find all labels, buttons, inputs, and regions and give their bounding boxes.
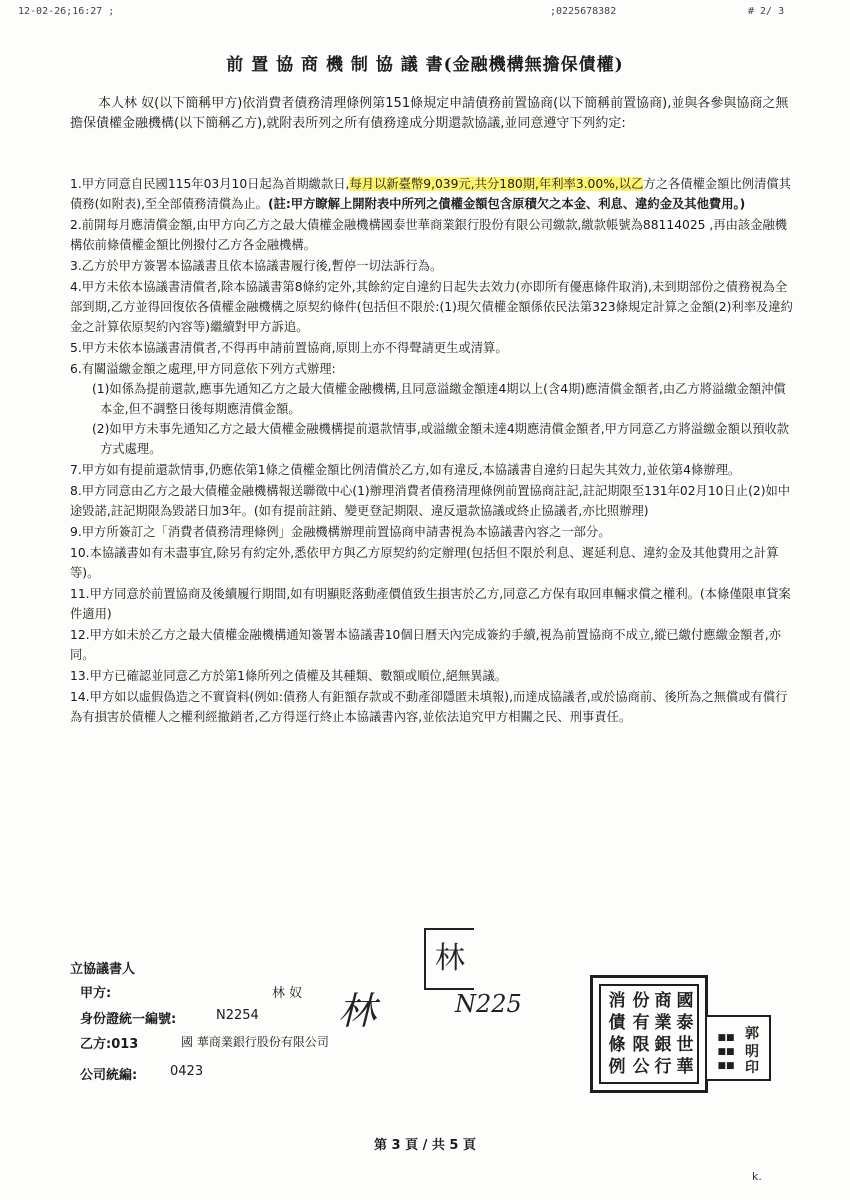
svg-text:印: 印 — [745, 1060, 759, 1076]
clause-number: 8. — [70, 484, 82, 498]
svg-text:行: 行 — [654, 1057, 672, 1077]
clause-number: 5. — [70, 341, 82, 355]
clause-text: 甲方如未於乙方之最大債權金融機構通知簽署本協議書10個日曆天內完成簽約手續,視為前置協商不成立,縱已繳付應繳金額者,亦同。 — [70, 628, 781, 662]
svg-text:限: 限 — [632, 1035, 650, 1055]
svg-text:明: 明 — [745, 1044, 759, 1060]
clause-number: 7. — [70, 463, 82, 477]
clause-text: 前開每月應清償金額,由甲方向乙方之最大債權金融機構國泰世華商業銀行股份有限公司繳款,繳款帳號為88114025 ,再由該金融機構依前條債權金額比例撥付乙方各金融機構。 — [70, 218, 788, 252]
clause-text: 甲方如有提前還款情事,仍應依第1條之債權金額比例清償於乙方,如有違反,本協議書自違約日起失其效力,並依第4條辦理。 — [81, 463, 741, 477]
svg-text:銀: 銀 — [654, 1035, 672, 1055]
highlighted-text: 每月以新臺幣9,039元,共分180期,年利率3.00%,以乙 — [349, 177, 644, 191]
svg-text:商: 商 — [654, 991, 672, 1011]
clause-number: 4. — [70, 280, 82, 294]
clause-number: 6. — [70, 362, 82, 376]
svg-text:華: 華 — [676, 1057, 694, 1077]
fax-datetime: 12-02-26;16:27 ; — [18, 6, 115, 17]
clause-text: 甲方同意於前置協商及後續履行期間,如有明顯貶落動產價值致生損害於乙方,同意乙方保有取回車輛求償之權利。(本條僅限車貸案件適用) — [70, 587, 791, 621]
party-a-name: 林 奴 — [272, 986, 303, 1001]
handwritten-box-char: 林 — [435, 941, 465, 976]
fax-page: # 2/ 3 — [748, 6, 785, 17]
corner-mark: k. — [752, 1170, 762, 1183]
page-number: 第 3 頁 / 共 5 頁 — [374, 1138, 476, 1153]
svg-text:條: 條 — [608, 1035, 626, 1055]
party-b-name: 國 華商業銀行股份有限公司 — [181, 1035, 329, 1049]
svg-text:份: 份 — [632, 991, 650, 1011]
svg-text:債: 債 — [608, 1013, 626, 1033]
clause-number: 1. — [70, 177, 82, 191]
handwritten-box — [424, 928, 474, 990]
clause-text: 甲方未依本協議書清償者,除本協議書第8條約定外,其餘約定自違約日起失去效力(亦即所有優惠條件取消),未到期部份之債務視為全部到期,乙方並得回復依各債權金融機構之原契約條件(包括但不限於:(1)現欠債權金額係依民法第323條規定計算之金額(2)利率及違約金之計算依原契約內容等)繼續對甲方訴追。 — [70, 280, 793, 334]
id-row — [80, 1008, 259, 1027]
company-label: 公司統編: — [80, 1068, 138, 1083]
clause-number: 2. — [70, 218, 82, 232]
clause-14 — [70, 687, 795, 727]
clause-9 — [70, 522, 795, 542]
clause-13 — [70, 666, 795, 686]
clause-7 — [70, 460, 795, 480]
personal-seal-icon — [710, 1020, 766, 1076]
clause-note: (註:甲方瞭解上開附表中所列之債權金額包含原積欠之本金、利息、違約金及其他費用。) — [267, 197, 746, 211]
sub-clause: (2)如甲方未事先通知乙方之最大債權金融機構提前還款情事,或溢繳金額未達4期應清償金額者,甲方同意乙方將溢繳金額以預收款方式處理。 — [92, 422, 790, 456]
clause-text: 甲方同意自民國115年03月10日起為首期繳款日, — [81, 177, 350, 191]
clause-4 — [70, 277, 795, 337]
clause-number: 12. — [70, 628, 90, 642]
bank-seal-icon — [597, 982, 701, 1086]
clause-number: 14. — [70, 690, 90, 704]
fax-header — [18, 6, 832, 22]
clause-6 — [70, 359, 795, 459]
clause-number: 9. — [70, 525, 82, 539]
clause-10 — [70, 543, 795, 583]
svg-text:國: 國 — [676, 991, 694, 1011]
bank-seal-stamp — [590, 975, 708, 1093]
svg-text:消: 消 — [608, 991, 626, 1011]
clause-text: 本協議書如有未盡事宜,除另有約定外,悉依甲方與乙方原契約約定辦理(包括但不限於利息、遲延利息、違約金及其他費用之計算等)。 — [70, 546, 779, 580]
party-b-label: 乙方:013 — [80, 1037, 139, 1052]
clause-8 — [70, 481, 795, 521]
clause-12 — [70, 625, 795, 665]
svg-text:世: 世 — [676, 1035, 694, 1055]
svg-text:有: 有 — [632, 1013, 650, 1033]
clause-text: 有關溢繳金額之處理,甲方同意依下列方式辦理: — [81, 362, 336, 376]
clause-list — [70, 174, 795, 728]
svg-text:■■: ■■ — [717, 1047, 735, 1057]
clause-1 — [70, 174, 795, 214]
fax-number: ;0225678382 — [550, 6, 617, 17]
personal-seal-stamp — [705, 1015, 771, 1081]
svg-text:郭: 郭 — [745, 1026, 759, 1042]
clause-11 — [70, 584, 795, 624]
clause-number: 10. — [70, 546, 90, 560]
svg-text:泰: 泰 — [676, 1013, 694, 1033]
clause-3 — [70, 256, 795, 276]
clause-text: 甲方已確認並同意乙方於第1條所列之債權及其種類、數額或順位,絕無異議。 — [89, 669, 508, 683]
id-label: 身份證統一編號: — [80, 1012, 177, 1027]
svg-text:例: 例 — [608, 1057, 626, 1077]
company-row — [80, 1064, 204, 1083]
clause-text: 甲方未依本協議書清償者,不得再申請前置協商,原則上亦不得聲請更生或清算。 — [81, 341, 508, 355]
document-title: 前 置 協 商 機 制 協 議 書(金融機構無擔保債權) — [226, 55, 624, 75]
clause-5 — [70, 338, 795, 358]
clause-text: 乙方於甲方簽署本協議書且依本協議書履行後,暫停一切法訴行為。 — [81, 259, 443, 273]
clause-number: 3. — [70, 259, 82, 273]
clause-text: 甲方同意由乙方之最大債權金融機構報送聯徵中心(1)辦理消費者債務清理條例前置協商註記,註記期限至131年02月10日止(2)如中途毀諾,註記期限為毀諾日加3年。(如有提前註銷、變更登記期限、違反還款協議或終止協議者,亦比照辦理) — [70, 484, 791, 518]
svg-text:業: 業 — [654, 1013, 672, 1033]
clause-number: 11. — [70, 587, 90, 601]
company-value: 0423 — [170, 1064, 204, 1079]
sub-clause: (1)如係為提前還款,應事先通知乙方之最大債權金融機構,且同意溢繳金額達4期以上(含4期)應清償金額者,由乙方將溢繳金額沖償本金,但不調整日後每期應清償金額。 — [92, 382, 786, 416]
svg-text:■■: ■■ — [717, 1033, 735, 1043]
clause-number: 13. — [70, 669, 90, 683]
svg-text:■■: ■■ — [717, 1061, 735, 1071]
clause-text: 甲方所簽訂之「消費者債務清理條例」金融機構辦理前置協商申請書視為本協議書內容之一部分。 — [81, 525, 611, 539]
handwritten-signature-name: 林 — [338, 989, 377, 1033]
id-value: N2254 — [216, 1008, 259, 1023]
signatory-heading: 立協議書人 — [70, 962, 136, 977]
handwritten-signature-id: N225 — [455, 990, 522, 1018]
svg-text:公: 公 — [632, 1057, 650, 1077]
party-b-row — [80, 1033, 329, 1052]
party-a-row — [80, 982, 303, 1001]
intro-paragraph: 本人林 奴(以下簡稱甲方)依消費者債務清理條例第151條規定申請債務前置協商(以下簡稱前置協商),並與各參與協商之無擔保債權金融機構(以下簡稱乙方),就附表所列之所有債務達成分期還款協議,並同意遵守下列約定: — [70, 96, 789, 131]
clause-2 — [70, 215, 795, 255]
party-a-label: 甲方: — [80, 986, 112, 1001]
clause-text: 方之各債權金額比例清償其債務(如附表),至全部債務清償為止。 — [70, 177, 791, 211]
clause-text: 甲方如以虛假偽造之不實資料(例如:債務人有鉅額存款或不動產卻隱匿未填報),而達成協議者,或於協商前、後所為之無償或有償行為有損害於債權人之權利經撤銷者,乙方得逕行終止本協議書內容,並依法追究甲方相關之民、刑事責任。 — [70, 690, 788, 724]
